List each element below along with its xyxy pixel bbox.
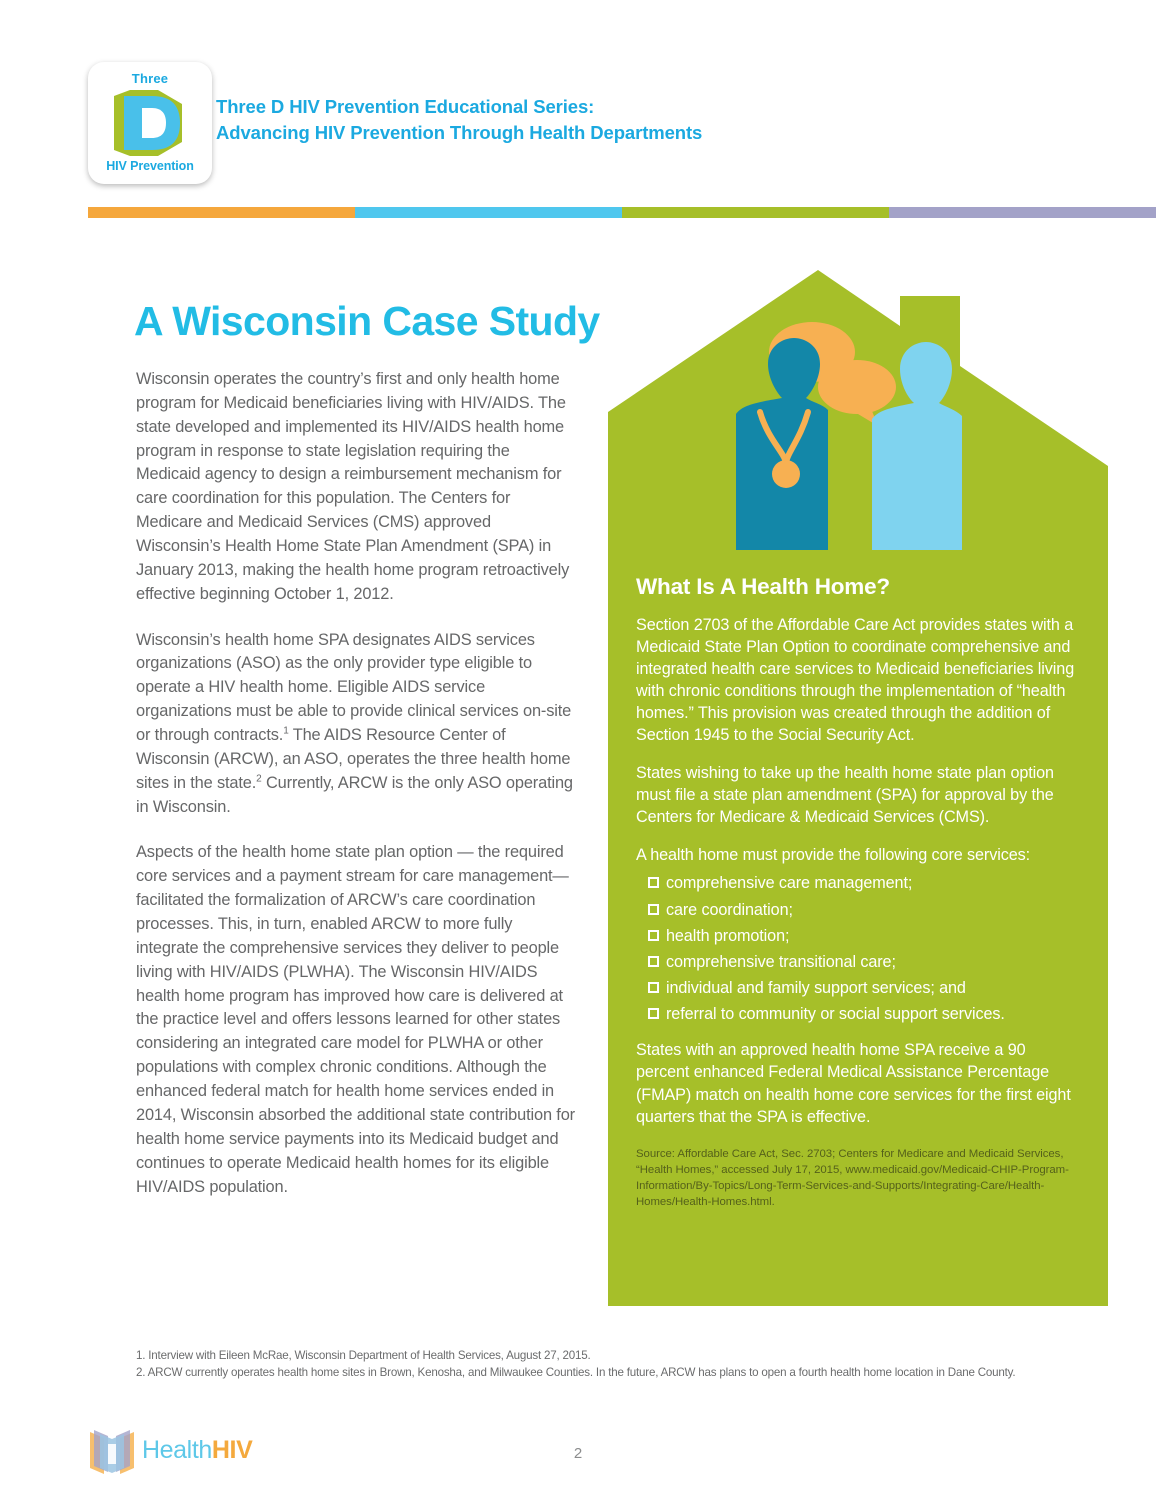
body-paragraph-2-part-c: Currently, ARCW is the only ASO operating in Wisconsin. [136,773,573,816]
footnote-2: 2. ARCW currently operates health home sites in Brown, Kenosha, and Milwaukee Counties. In the future, ARCW has plans to open a fourth health home location in Dane County. [136,1365,1016,1379]
health-home-illustration [600,264,1116,564]
core-service-label-1: comprehensive care management; [666,874,913,893]
core-service-label-3: health promotion; [666,926,790,945]
checkbox-square-icon [648,904,659,915]
body-paragraph-3: Aspects of the health home state plan option — the required core services and a payment stream for care management—facilitated the formalization of ARCW’s care coordination processes. This, in turn, enabled ARCW to more fully integrate the comprehensive services they deliver to people living with HIV/AIDS (PLWHA). The Wisconsin HIV/AIDS health home program has improved how care is delivered at the practice level and offers lessons learned for other states considering an integrated care model for PLWHA or other populations with complex chronic conditions. Although the enhanced federal match for health home services ended in 2014, Wisconsin absorbed the additional state contribution for health home service payments into its Medicaid budget and continues to operate Medicaid health homes for its eligible HIV/AIDS population. [136,843,575,1196]
healthhiv-logo-mark-icon [88,1428,136,1478]
core-service-item-3 [636,925,1080,947]
logo-bottom-label: HIV Prevention [106,159,194,173]
body-paragraph-1: Wisconsin operates the country’s first and only health home program for Medicaid beneficiaries living with HIV/AIDS. The state developed and implemented its HIV/AIDS health home program in response to state legislation requiring the Medicaid agency to design a reimbursement mechanism for care coordination for this population. The Centers for Medicare and Medicaid Services (CMS) approved Wisconsin’s Health Home State Plan Amendment (SPA) in January 2013, making the health home program retroactively effective beginning October 1, 2012. [136,370,570,603]
rule-segment-cyan [355,207,622,218]
checkbox-square-icon [648,930,659,941]
core-service-item-1 [636,872,1080,894]
healthhiv-footer-logo [88,1428,348,1480]
page-header [0,0,1156,200]
house-shape [608,270,1108,564]
core-service-label-2: care coordination; [666,900,793,919]
what-is-a-health-home-panel [608,550,1108,1306]
checkbox-square-icon [648,956,659,967]
header-color-rule [88,207,1156,218]
panel-paragraph-2: States wishing to take up the health home state plan option must file a state plan amendment (SPA) for approval by the Centers for Medicare & Medicaid Services (CMS). [636,764,1054,827]
body-paragraph-2-part-a: Wisconsin’s health home SPA designates AIDS services organizations (ASO) as the only provider type eligible to operate a HIV health home. Eligible AIDS service organizations must be able to provide clinical services on-site or through contracts. [136,630,572,745]
core-service-label-5: individual and family support services; and [666,979,966,998]
three-d-hiv-prevention-logo [88,62,212,184]
panel-title: What Is A Health Home? [636,574,890,599]
checkbox-square-icon [648,982,659,993]
footnote-1: 1. Interview with Eileen McRae, Wisconsin Department of Health Services, August 27, 2015. [136,1349,591,1362]
core-service-label-6: referral to community or social support services. [666,1005,1005,1024]
page-title: A Wisconsin Case Study [134,298,600,344]
rule-segment-green [622,207,889,218]
panel-source-citation: Source: Affordable Care Act, Sec. 2703; Centers for Medicare and Medicaid Services, “Health Homes,” accessed July 17, 2015, www.medicaid.gov/Medicaid-CHIP-Program-Information/By-Topics/Long-Term-Services-and-Supports/Integrating-Care/Health-Homes/Health-Homes.html. [636,1147,1069,1209]
healthhiv-wordmark [142,1436,252,1465]
rule-segment-purple [889,207,1156,218]
panel-paragraph-3: A health home must provide the following core services: [636,846,1030,865]
header-title-line1: Three D HIV Prevention Educational Series: [216,96,595,117]
logo-letter-d-icon [106,88,196,158]
checkbox-square-icon [648,877,659,888]
panel-paragraph-1: Section 2703 of the Affordable Care Act provides states with a Medicaid State Plan Option to coordinate comprehensive and integrated health care services to Medicaid beneficiaries living with chronic conditions through the implementation of “health homes.” This provision was created through the addition of Section 1945 to the Social Security Act. [636,616,1075,745]
body-paragraph-2-part-b: The AIDS Resource Center of Wisconsin (ARCW), an ASO, operates the three health home sites in the state. [136,726,571,792]
logo-top-label: Three [131,71,169,86]
core-service-item-4 [636,951,1080,973]
core-service-label-4: comprehensive transitional care; [666,952,896,971]
page-number: 2 [573,1445,583,1462]
header-title-line2: Advancing HIV Prevention Through Health Departments [216,121,703,143]
wordmark-health: Health [142,1436,212,1464]
footnotes-block [136,1348,1126,1382]
header-title [216,94,916,145]
core-services-list [636,872,1080,1025]
core-service-item-2 [636,899,1080,921]
body-paragraph-2 [136,629,576,820]
house-illustration-svg [600,264,1116,564]
footnote-ref-1: 1 [283,725,289,737]
rule-segment-orange [88,207,355,218]
checkbox-square-icon [648,1008,659,1019]
footnote-ref-2: 2 [256,773,262,785]
panel-paragraph-4: States with an approved health home SPA receive a 90 percent enhanced Federal Medical Assistance Percentage (FMAP) match on health home core services for the first eight quarters that the SPA is effective. [636,1041,1071,1126]
core-service-item-5 [636,977,1080,999]
wordmark-hiv: HIV [211,1436,253,1464]
core-service-item-6 [636,1003,1080,1025]
main-body-text [136,368,576,1221]
